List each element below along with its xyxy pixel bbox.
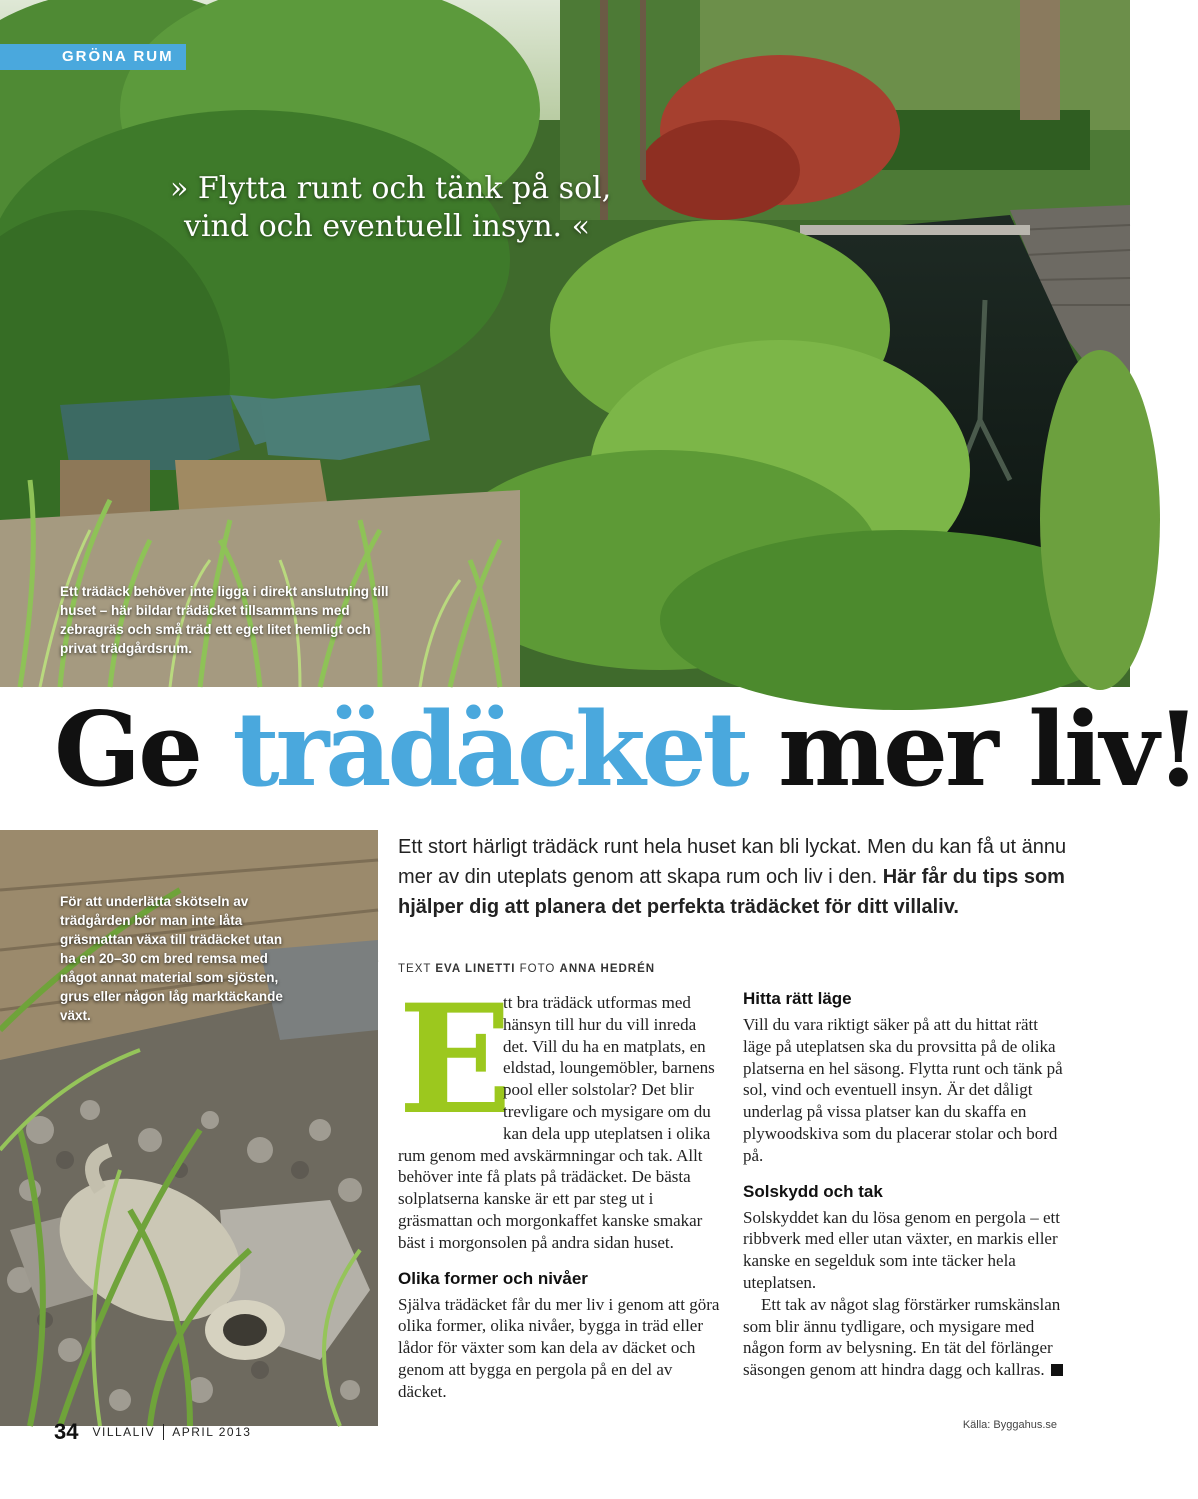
side-caption: För att underlätta skötseln av trädgården bör man inte låta gräsmattan växa till trädäcket utan ha en 20–30 cm bred remsa med något annat material som sjösten, grus eller någon låg marktäckande växt. [60, 894, 283, 1023]
page-number: 34 [54, 1419, 79, 1444]
source-note: Källa: Byggahus.se [962, 1419, 1057, 1431]
body-column-left [398, 972, 720, 1403]
intro-bold: Här får du tips som hjälper dig att planera det perfekta trädäcket för ditt villaliv. [398, 866, 1065, 918]
issue-date: APRIL 2013 [172, 1425, 252, 1439]
drop-cap: E [398, 972, 513, 1148]
subhead-right-location: Hitta rätt läge [743, 989, 852, 1008]
magazine-name: VILLALIV [92, 1425, 156, 1439]
hero-photo [0, 0, 1130, 687]
credit-photo-author: ANNA HEDRÉN [559, 963, 656, 975]
headline [54, 690, 1198, 810]
body-paragraph-5-text: Ett tak av något slag förstärker rumskänslan som blir ännu tydligare, och mysigare med någon form av belysning. En tät del förlänger säsongen genom att hindra dagg och kallras. [743, 1294, 1061, 1380]
body-paragraph-4: Solskyddet kan du lösa genom en pergola – ett ribbverk med eller utan växter, en markis eller kanske en segelduk som inte täcker hela uteplatsen. [743, 1207, 1060, 1292]
body-paragraph-3: Vill du vara riktigt säker på att du hittat rätt läge på uteplatsen ska du provsitta på de olika platserna en hel säsong. Flytta runt och tänk på sol, vind och eventuell insyn. Är det dåligt underlag på vissa platser kan du skaffa en plywoodskiva som du placerar stolar och bord på. [743, 1015, 1063, 1165]
page-footer [54, 1417, 251, 1447]
subhead-sunshade-roof: Solskydd och tak [743, 1181, 883, 1201]
intro [398, 832, 1078, 922]
body-paragraph-5 [743, 1294, 1065, 1381]
credit-text-author: EVA LINETTI [435, 963, 516, 975]
pull-quote-line-1: » Flytta runt och tänk på sol, [170, 171, 612, 206]
headline-post: mer liv! [745, 690, 1198, 810]
section-tag: GRÖNA RUM [0, 44, 186, 70]
credit-photo-label: FOTO [519, 963, 556, 975]
hero-caption: Ett trädäck behöver inte ligga i direkt anslutning till huset – här bildar trädäcket tillsammans med zebragräs och små träd ett eget litet hemligt och privat trädgårdsrum. [60, 584, 389, 656]
headline-accent: trädäcket [232, 690, 746, 810]
intro-text: Ett stort härligt trädäck runt hela huset kan bli lyckat. Men du kan få ut ännu mer av din uteplats genom att skapa rum och liv i den. [398, 836, 1067, 888]
body-column-right [743, 988, 1065, 1381]
pull-quote [170, 170, 690, 246]
headline-pre: Ge [54, 690, 233, 810]
subhead-forms-levels: Olika former och nivåer [398, 1268, 588, 1288]
body-paragraph-1-text: tt bra trädäck utformas med hänsyn till hur du vill inreda det. Vill du ha en matplats, en eldstad, loungemöbler, barnens pool eller solstolar? Det blir trevligare och mysigare om du kan dela upp uteplatsen i olika rum genom med avskärmningar och tak. Allt behöver inte få plats på trädäcket. De bästa solplatserna kanske är ett par steg ut i gräsmattan och morgonkaffet kanske smakar bäst i morgonsolen på andra sidan huset. [398, 993, 715, 1252]
footer-separator [163, 1424, 164, 1440]
pull-quote-line-2: vind och eventuell insyn. « [184, 209, 590, 244]
body-paragraph-2: Själva trädäcket får du mer liv i genom att göra olika former, olika nivåer, bygga in träd eller lådor för växter som kan dela av däcket och genom att bygga en pergola på en del av däcket. [398, 1294, 720, 1401]
credit-text-label: TEXT [398, 963, 432, 975]
body-paragraph-1 [398, 972, 720, 1254]
end-mark-icon [1051, 1364, 1063, 1376]
